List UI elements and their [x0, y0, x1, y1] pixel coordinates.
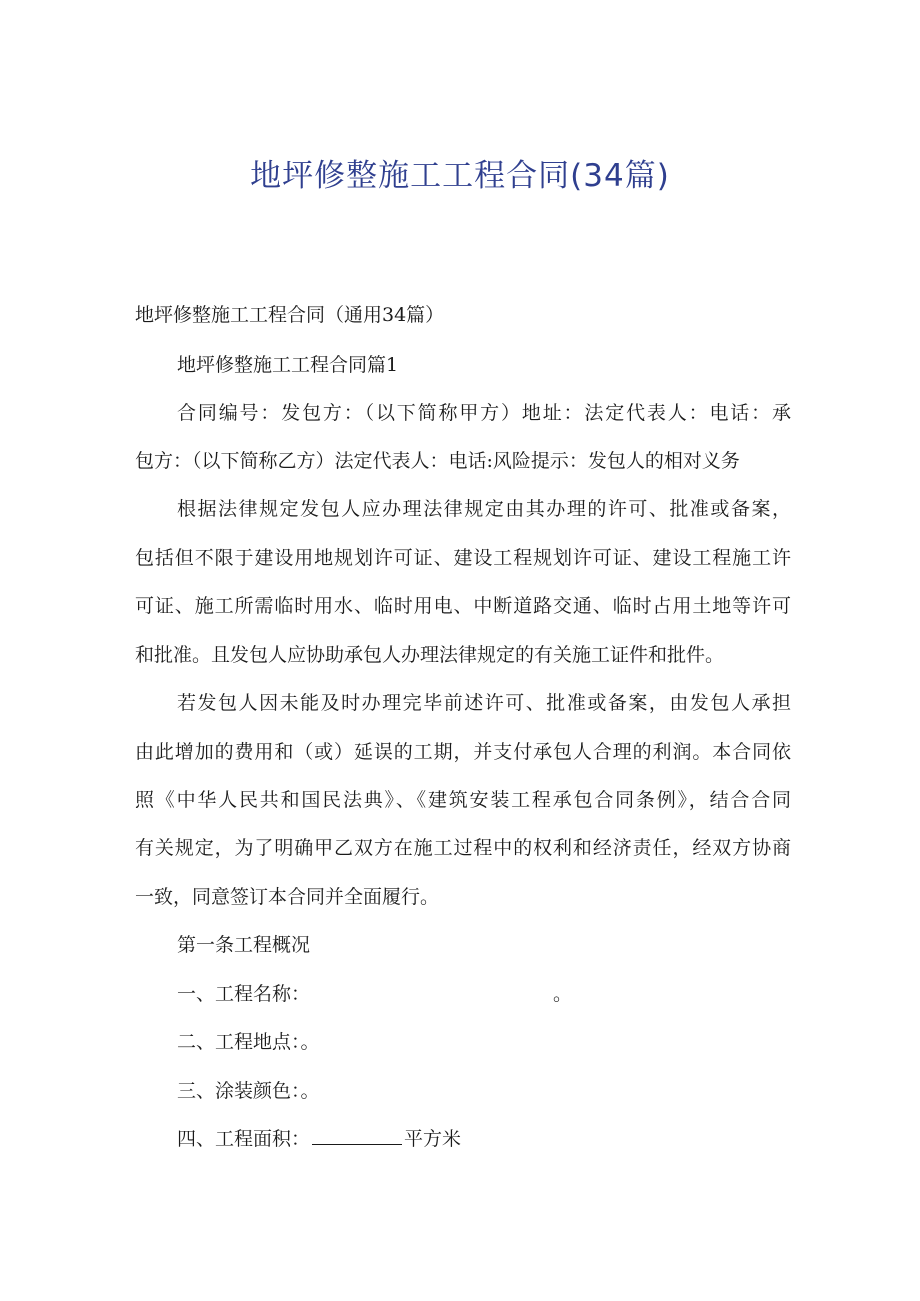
area-blank-line	[312, 1124, 402, 1145]
item1-end: 。	[553, 983, 573, 1005]
para2-line3: 可证、施工所需临时用水、临时用电、中断道路交通、临时占用土地等许可	[135, 595, 791, 617]
para2-line4: 和批准。且发包人应协助承包人办理法律规定的有关施工证件和批件。	[135, 644, 725, 666]
para3-line1: 若发包人因未能及时办理完毕前述许可、批准或备案，由发包人承担	[177, 692, 791, 714]
article1-heading: 第一条工程概况	[177, 934, 311, 956]
para3-line4: 有关规定，为了明确甲乙双方在施工过程中的权利和经济责任，经双方协商	[135, 837, 791, 859]
item4-label: 四、工程面积：	[177, 1128, 311, 1150]
para2-line1: 根据法律规定发包人应办理法律规定由其办理的许可、批准或备案，	[177, 498, 791, 520]
para1-line1: 合同编号：发包方：（以下简称甲方）地址：法定代表人：电话：承	[177, 402, 791, 424]
item2: 二、工程地点：。	[177, 1031, 320, 1053]
subtitle: 地坪修整施工工程合同（通用34篇）	[135, 304, 445, 326]
item1-label: 一、工程名称：	[177, 983, 311, 1005]
item3: 三、涂装颜色：。	[177, 1080, 320, 1102]
document-title: 地坪修整施工工程合同(34篇)	[250, 158, 670, 194]
section-heading: 地坪修整施工工程合同篇1	[177, 354, 399, 376]
para2-line2: 包括但不限于建设用地规划许可证、建设工程规划许可证、建设工程施工许	[135, 547, 791, 569]
para3-line3: 照《中华人民共和国民法典》、《建筑安装工程承包合同条例》，结合合同	[135, 789, 791, 811]
item4-unit: 平方米	[404, 1128, 462, 1150]
para3-line5: 一致，同意签订本合同并全面履行。	[135, 886, 440, 908]
item4-row	[177, 1124, 461, 1154]
para1-line2: 包方：（以下简称乙方）法定代表人：电话:风险提示：发包人的相对义务	[135, 450, 740, 472]
para3-line2: 由此增加的费用和（或）延误的工期，并支付承包人合理的利润。本合同依	[135, 741, 791, 763]
